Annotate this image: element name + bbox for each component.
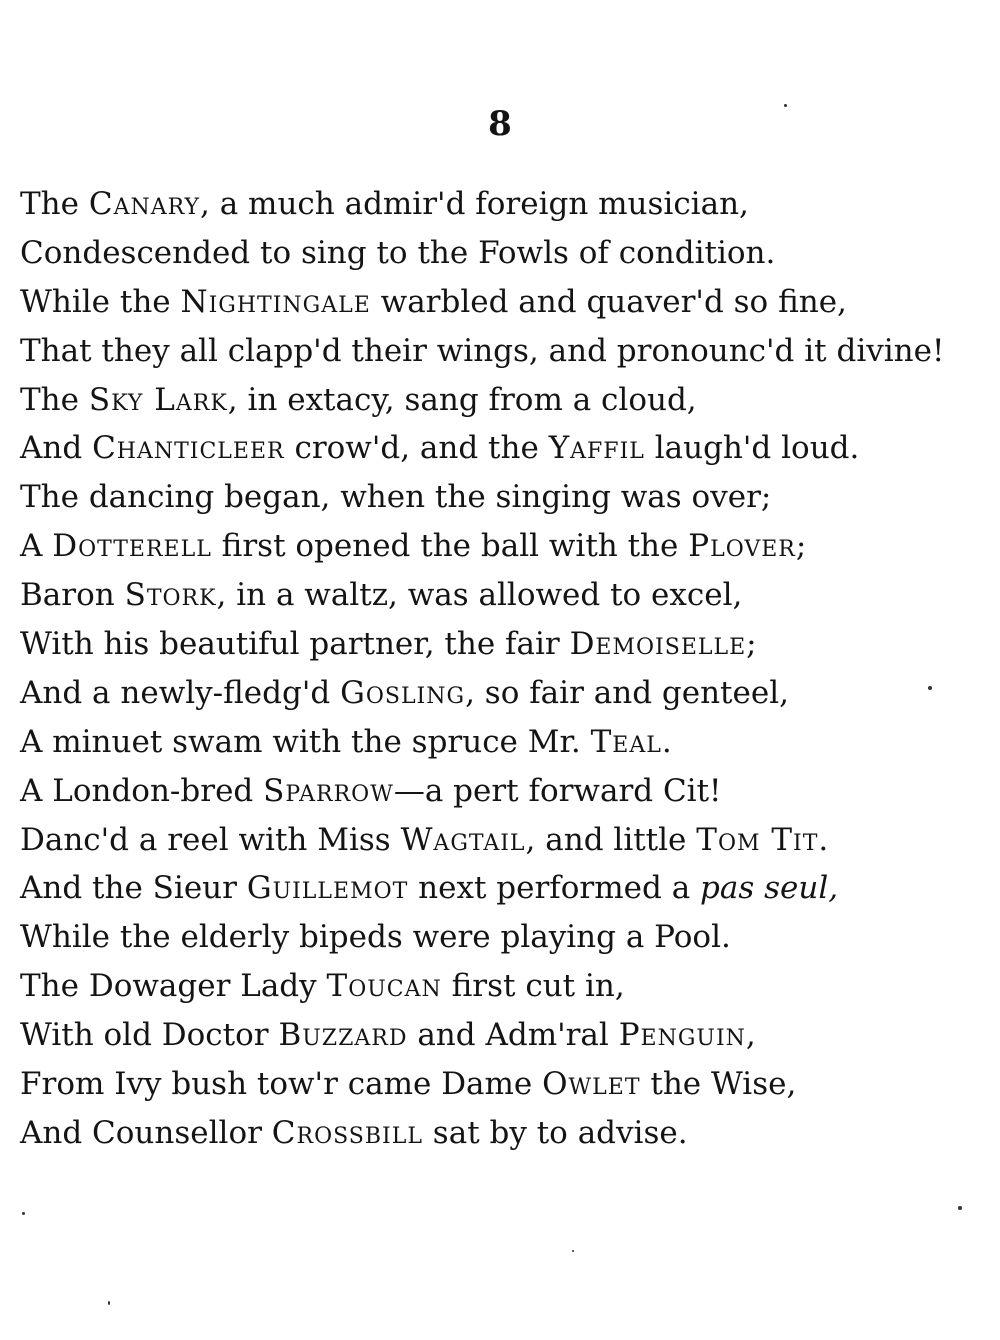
print-speck — [958, 1206, 962, 1210]
line-text: A minuet swam with the spruce Mr. — [20, 723, 591, 760]
line-text: The — [20, 381, 89, 418]
bird-name: Gosling — [340, 674, 466, 711]
bird-name: Wagtail — [400, 821, 526, 858]
bird-name: Yaffil — [548, 430, 645, 467]
print-speck — [108, 1301, 110, 1305]
line-text: sat by to advise. — [422, 1114, 688, 1151]
line-text: crow'd, and the — [284, 430, 549, 467]
poem-line — [20, 620, 995, 669]
line-text: . — [661, 723, 672, 760]
line-text: Condescended to sing to the Fowls of condition. — [20, 234, 776, 271]
line-text: The dancing began, when the singing was over; — [20, 479, 772, 516]
print-speck — [22, 1212, 25, 1215]
poem-line — [20, 767, 995, 816]
poem-line — [20, 962, 995, 1011]
poem-line — [20, 1109, 995, 1158]
bird-name: Sparrow — [263, 772, 394, 809]
bird-name: Penguin — [618, 1017, 746, 1054]
line-text: , a much admir'd foreign musician, — [200, 186, 749, 222]
line-text: And — [20, 430, 93, 467]
bird-name: Plover — [688, 528, 796, 565]
line-text: And a newly-fledg'd — [20, 674, 341, 711]
line-text: A — [20, 528, 53, 565]
line-text: A London-bred — [20, 772, 264, 809]
line-text: first opened the ball with the — [211, 528, 689, 565]
line-text: , — [745, 1017, 756, 1054]
bird-name: Nightingale — [180, 283, 371, 320]
line-text: That they all clapp'd their wings, and pronounc'd it divine! — [20, 332, 945, 369]
bird-name: Sky Lark — [88, 381, 228, 418]
line-text: laugh'd loud. — [644, 430, 860, 467]
poem-line — [20, 180, 995, 229]
print-speck — [784, 104, 787, 107]
line-text: ; — [795, 528, 807, 565]
poem-line — [20, 913, 995, 962]
poem-line — [20, 229, 995, 278]
line-text: —a pert forward Cit! — [393, 772, 722, 809]
bird-name: Crossbill — [271, 1114, 423, 1151]
bird-name: Guillemot — [246, 870, 409, 907]
line-text: next performed a — [408, 870, 701, 907]
line-text: , and little — [525, 821, 697, 858]
poem-line — [20, 816, 995, 865]
line-text: warbled and quaver'd so fine, — [370, 283, 847, 320]
bird-name: Owlet — [542, 1066, 641, 1103]
line-text: , in a waltz, was allowed to excel, — [216, 577, 743, 614]
line-text: The — [20, 186, 89, 222]
line-text: , so fair and genteel, — [465, 674, 789, 711]
line-text: first cut in, — [441, 968, 625, 1005]
line-text: Danc'd a reel with Miss — [20, 821, 401, 858]
italic-text: pas seul, — [700, 870, 839, 907]
poem-line — [20, 376, 995, 425]
bird-name: Dotterell — [52, 528, 212, 565]
poem-line — [20, 327, 995, 376]
page-number: 8 — [488, 104, 512, 144]
line-text: the Wise, — [640, 1066, 797, 1103]
bird-name: Buzzard — [278, 1017, 408, 1054]
bird-name: Chanticleer — [92, 430, 285, 467]
poem-line — [20, 1060, 995, 1109]
line-text: With old Doctor — [20, 1017, 279, 1054]
poem-line — [20, 669, 995, 718]
line-text: Baron — [20, 577, 125, 614]
line-text: With his beautiful partner, the fair — [20, 626, 570, 663]
line-text: . — [818, 821, 829, 858]
bird-name: Teal — [590, 723, 662, 760]
poem-line — [20, 571, 995, 620]
poem-body — [20, 180, 995, 1158]
line-text: ; — [746, 626, 757, 663]
poem-line — [20, 424, 995, 473]
line-text: While the elderly bipeds were playing a Pool. — [20, 919, 731, 956]
line-text: While the — [20, 283, 181, 320]
line-text: The Dowager Lady — [20, 968, 327, 1005]
bird-name: Tom Tit — [696, 821, 819, 858]
poem-line — [20, 1011, 995, 1060]
poem-line — [20, 522, 995, 571]
poem-line — [20, 864, 995, 913]
print-speck — [928, 686, 932, 690]
bird-name: Canary — [88, 186, 200, 222]
line-text: And Counsellor — [20, 1114, 272, 1151]
line-text: From Ivy bush tow'r came Dame — [20, 1066, 543, 1103]
print-speck — [572, 1250, 574, 1252]
bird-name: Toucan — [326, 968, 442, 1005]
line-text: , in extacy, sang from a cloud, — [227, 381, 697, 418]
poem-line — [20, 473, 995, 522]
line-text: And the Sieur — [20, 870, 247, 907]
line-text: and Adm'ral — [407, 1017, 619, 1054]
poem-line — [20, 278, 995, 327]
bird-name: Demoiselle — [569, 626, 747, 663]
bird-name: Stork — [124, 577, 217, 614]
poem-line — [20, 718, 995, 767]
